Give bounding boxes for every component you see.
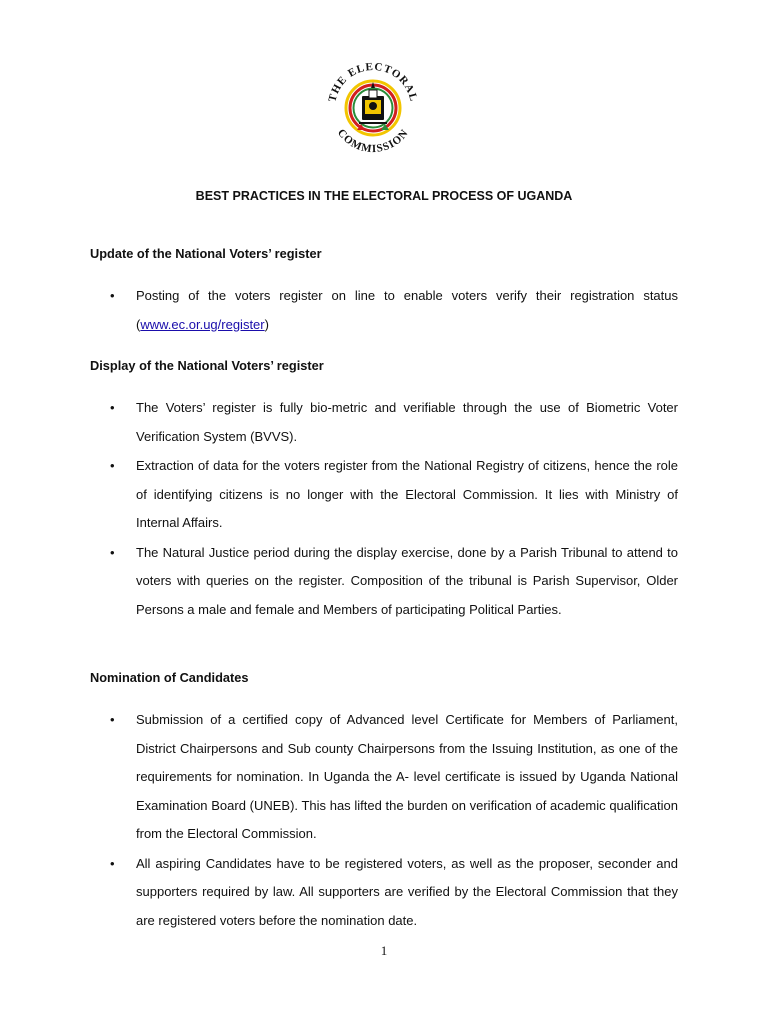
list-item-text: All aspiring Candidates have to be registered voters, as well as the proposer, seconder and supporters required by law. All supporters are verified by the Electoral Commission that they are registered voters before the nomination date. xyxy=(136,855,678,928)
bullet-icon: • xyxy=(110,400,115,415)
list-item-text: ) xyxy=(264,316,269,332)
section-heading-display-register: Display of the National Voters’ register xyxy=(90,358,324,373)
list-item xyxy=(110,850,678,936)
logo-text-top: THE ELECTORAL xyxy=(326,60,420,104)
list-item-text: The Voters’ register is fully bio-metric and verifiable through the use of Biometric Voter Verification System (BVVS). xyxy=(136,400,678,444)
list-item-text: The Natural Justice period during the display exercise, done by a Parish Tribunal to attend to voters with queries on the register. Composition of the tribunal is Parish Supervisor, Older Persons a male and female and Members of participating Political Parties. xyxy=(136,544,678,617)
bullet-list-update-register xyxy=(110,282,678,340)
section-heading-nomination: Nomination of Candidates xyxy=(90,670,249,685)
bullet-icon: • xyxy=(110,712,115,727)
list-item xyxy=(110,706,678,849)
bullet-icon: • xyxy=(110,458,115,473)
section-heading-update-register: Update of the National Voters’ register xyxy=(90,246,322,261)
page-number: 1 xyxy=(380,943,388,958)
bullet-icon: • xyxy=(110,544,115,560)
list-item-text: Extraction of data for the voters register from the National Registry of citizens, hence the role of identifying citizens is no longer with the Electoral Commission. It lies with Ministry of Internal Affairs. xyxy=(136,458,678,530)
electoral-commission-logo xyxy=(319,52,427,160)
list-item xyxy=(110,394,678,451)
list-item xyxy=(110,282,678,339)
register-link[interactable]: www.ec.or.ug/register xyxy=(140,316,265,332)
bullet-list-nomination xyxy=(110,706,678,936)
bullet-icon: • xyxy=(110,855,115,871)
logo-text-bottom: COMMISSION xyxy=(334,126,412,156)
list-item-text: Posting of the voters register on line to enable voters verify their registration status ( xyxy=(136,288,678,332)
list-item xyxy=(110,539,678,625)
bullet-list-display-register xyxy=(110,394,678,625)
list-item-text: Submission of a certified copy of Advanced level Certificate for Members of Parliament, District Chairpersons and Sub county Chairpersons from the Issuing Institution, as one of the requirements for nomination. In Uganda the A- level certificate is issued by Uganda National Examination Board (UNEB). This has lifted the burden on verification of academic qualification from the Electoral Commission. xyxy=(136,712,678,841)
document-title: BEST PRACTICES IN THE ELECTORAL PROCESS OF UGANDA xyxy=(195,189,573,203)
list-item xyxy=(110,452,678,538)
bullet-icon: • xyxy=(110,288,115,303)
